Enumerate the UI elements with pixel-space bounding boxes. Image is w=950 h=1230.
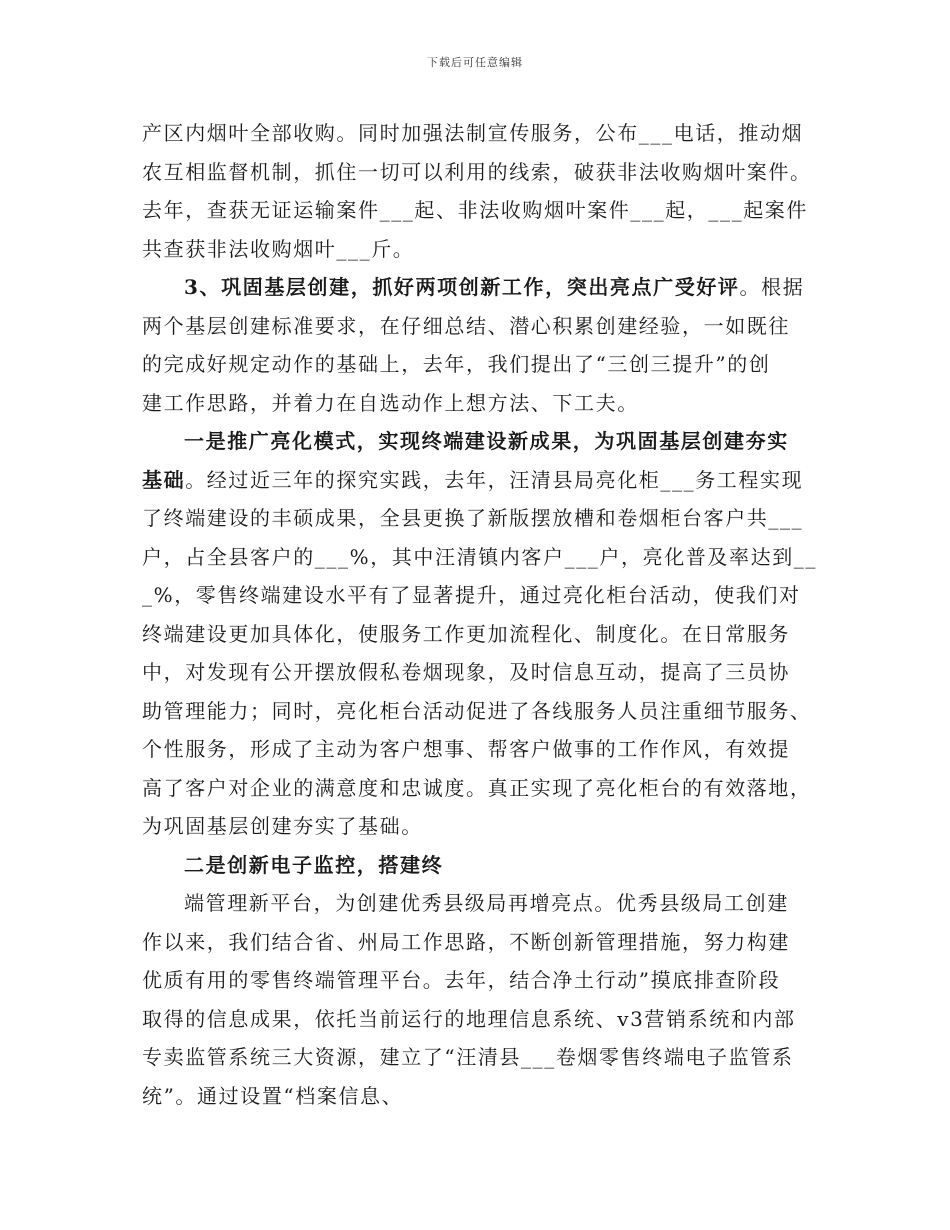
text-line [142,1000,822,1039]
text-line [142,692,822,731]
text-line [142,807,822,846]
text-segment: 统”。通过设置“档案信息、 [142,1083,404,1108]
text-segment: 户，占全县客户的___%，其中汪清镇内客户___户，亮化普及率达到__ [142,544,818,569]
text-segment: 了终端建设的丰硕成果，全县更换了新版摆放槽和卷烟柜台客户共___ [142,506,804,530]
bold-text-segment: 3、巩固基层创建，抓好两项创新工作，突出亮点广受好评 [184,275,740,299]
text-segment: 个性服务，形成了主动为客户想事、帮客户做事的工作作风，有效提 [142,737,790,761]
text-line [142,538,822,577]
text-line [142,1077,822,1116]
document-body [142,114,822,1115]
text-line [142,653,822,692]
bold-text-segment: 基础 [142,467,186,492]
text-line [142,268,822,307]
text-segment: 。经过近三年的探究实践，去年，汪清县局亮化柜___务工程实现 [185,467,804,492]
text-line [142,884,822,923]
text-segment: 作以来，我们结合省、州局工作思路，不断创新管理措施，努力构建 [142,929,790,954]
page-header-note: 下载后可任意编辑 [427,56,523,69]
text-segment: _%，零售终端建设水平有了显著提升，通过亮化柜台活动，使我们对 [142,583,801,607]
text-segment: 高了客户对企业的满意度和忠诚度。真正实现了亮化柜台的有效落地， [142,775,812,800]
text-segment: 。根据 [739,275,805,299]
text-line [142,499,822,538]
text-line [142,191,822,230]
text-segment: 农互相监督机制，抓住一切可以利用的线索，破获非法收购烟叶案件。 [142,159,812,184]
text-segment: 中，对发现有公开摆放假私卷烟现象，及时信息互动，提高了三员协 [142,660,790,684]
text-segment: 端管理新平台，为创建优秀县级局再增亮点。优秀县级局工创建 [184,891,789,915]
text-line [142,923,822,962]
text-line [142,846,822,885]
text-segment: 终端建设更加具体化，使服务工作更加流程化、制度化。在日常服务 [142,621,790,646]
text-segment: 为巩固基层创建夯实了基础。 [142,814,423,838]
text-line [142,153,822,192]
text-segment: 专卖监管系统三大资源，建立了“汪清县___卷烟零售终端电子监管系 [142,1045,794,1069]
bold-text-segment: 二是创新电子监控，搭建终 [184,852,444,877]
text-line [142,961,822,1000]
text-segment: 助管理能力；同时，亮化柜台活动促进了各线服务人员注重细节服务、 [142,698,812,723]
text-segment: 建工作思路，并着力在自选动作上想方法、下工夫。 [142,390,639,415]
text-line [142,1038,822,1077]
text-line [142,384,822,423]
text-segment: 去年，查获无证运输案件___起、非法收购烟叶案件___起，___起案件 [142,198,808,222]
text-line [142,114,822,153]
text-segment: 共查获非法收购烟叶___斤。 [142,236,415,261]
text-segment: 产区内烟叶全部收购。同时加强法制宣传服务，公布___电话，推动烟 [142,121,804,145]
text-line [142,461,822,500]
text-line [142,576,822,615]
text-line [142,422,822,461]
text-line [142,230,822,269]
text-segment: 取得的信息成果，依托当前运行的地理信息系统、v3营销系统和内部 [142,1006,796,1031]
text-line [142,615,822,654]
text-line [142,769,822,808]
text-line [142,307,822,346]
text-segment: 的完成好规定动作的基础上，去年，我们提出了“三创三提升”的创 [142,352,771,376]
text-line [142,345,822,384]
text-line [142,730,822,769]
bold-text-segment: 一是推广亮化模式，实现终端建设新成果，为巩固基层创建夯实 [184,429,789,453]
text-segment: 两个基层创建标准要求，在仔细总结、潜心积累创建经验，一如既往 [142,313,790,338]
text-segment: 优质有用的零售终端管理平台。去年，结合净土行动”摸底排查阶段 [142,968,781,992]
